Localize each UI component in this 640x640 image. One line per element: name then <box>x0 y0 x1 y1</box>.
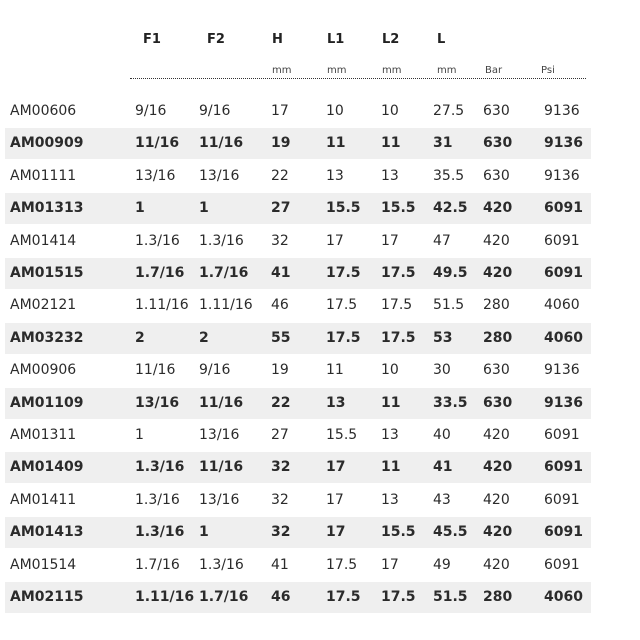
part-code: AM03232 <box>10 329 84 346</box>
cell-l: 51.5 <box>433 297 465 314</box>
cell-bar: 280 <box>483 589 513 605</box>
cell-l2: 11 <box>381 135 401 152</box>
part-code: AM01413 <box>10 524 84 541</box>
cell-bar: 420 <box>483 524 513 541</box>
table-row <box>5 226 591 257</box>
cell-psi: 6091 <box>544 427 580 443</box>
unit-bar: Bar <box>485 65 503 76</box>
cell-psi: 9136 <box>544 167 580 184</box>
cell-l2: 17.5 <box>381 297 413 314</box>
part-code: AM02115 <box>10 589 84 605</box>
cell-bar: 420 <box>483 459 513 476</box>
cell-l: 31 <box>433 135 453 152</box>
cell-h: 19 <box>271 362 289 379</box>
cell-h: 46 <box>271 297 289 314</box>
cell-f2: 9/16 <box>199 362 231 379</box>
cell-l: 30 <box>433 362 451 379</box>
unit-l: mm <box>437 65 457 76</box>
cell-l1: 11 <box>326 362 344 379</box>
cell-h: 32 <box>271 491 289 508</box>
cell-l2: 13 <box>381 491 399 508</box>
cell-l2: 17 <box>381 232 399 249</box>
cell-h: 22 <box>271 167 289 184</box>
cell-l: 40 <box>433 427 451 443</box>
part-code: AM02121 <box>10 297 77 314</box>
part-code: AM00606 <box>10 103 77 119</box>
table-row <box>5 193 591 224</box>
cell-psi: 9136 <box>544 135 583 152</box>
cell-f2: 13/16 <box>199 491 240 508</box>
cell-bar: 420 <box>483 491 510 508</box>
part-code: AM01311 <box>10 427 77 443</box>
cell-f2: 1.7/16 <box>199 265 249 281</box>
cell-l: 47 <box>433 232 451 249</box>
cell-l: 49 <box>433 556 451 573</box>
cell-f1: 1.3/16 <box>135 491 180 508</box>
cell-bar: 630 <box>483 167 510 184</box>
table-row <box>5 258 591 289</box>
cell-l2: 10 <box>381 362 399 379</box>
cell-f1: 11/16 <box>135 135 180 152</box>
part-code: AM01109 <box>10 394 84 411</box>
cell-bar: 630 <box>483 362 510 379</box>
cell-psi: 6091 <box>544 232 580 249</box>
cell-f1: 13/16 <box>135 167 176 184</box>
table-row <box>5 485 591 516</box>
table-row <box>5 290 591 321</box>
cell-f2: 1.7/16 <box>199 589 249 605</box>
cell-l2: 13 <box>381 167 399 184</box>
unit-l2: mm <box>382 65 402 76</box>
cell-psi: 6091 <box>544 265 583 281</box>
cell-bar: 280 <box>483 329 513 346</box>
table-row <box>5 420 591 451</box>
table-row <box>5 355 591 386</box>
part-code: AM00909 <box>10 135 84 152</box>
cell-f1: 2 <box>135 329 145 346</box>
header-f1: F1 <box>143 32 161 47</box>
cell-h: 41 <box>271 265 291 281</box>
cell-l1: 13 <box>326 167 344 184</box>
cell-f2: 1.3/16 <box>199 232 244 249</box>
cell-f2: 1 <box>199 200 209 217</box>
cell-psi: 9136 <box>544 394 583 411</box>
cell-h: 55 <box>271 329 291 346</box>
cell-psi: 9136 <box>544 103 580 119</box>
cell-l: 33.5 <box>433 394 468 411</box>
cell-psi: 4060 <box>544 329 583 346</box>
cell-psi: 4060 <box>544 589 583 605</box>
part-code: AM01411 <box>10 491 77 508</box>
cell-l1: 15.5 <box>326 200 361 217</box>
part-code: AM01514 <box>10 556 77 573</box>
cell-l2: 15.5 <box>381 200 416 217</box>
cell-bar: 420 <box>483 265 513 281</box>
cell-h: 17 <box>271 103 289 119</box>
cell-h: 27 <box>271 427 289 443</box>
cell-h: 19 <box>271 135 291 152</box>
part-code: AM00906 <box>10 362 77 379</box>
cell-h: 32 <box>271 459 291 476</box>
cell-l1: 10 <box>326 103 344 119</box>
cell-l2: 17 <box>381 556 399 573</box>
cell-l1: 17.5 <box>326 297 358 314</box>
cell-f1: 11/16 <box>135 362 176 379</box>
cell-l1: 15.5 <box>326 427 358 443</box>
cell-bar: 420 <box>483 427 510 443</box>
cell-f2: 1.11/16 <box>199 297 253 314</box>
cell-l1: 17 <box>326 459 346 476</box>
cell-f1: 1.11/16 <box>135 297 189 314</box>
cell-l2: 11 <box>381 394 401 411</box>
cell-f2: 11/16 <box>199 135 244 152</box>
cell-bar: 420 <box>483 232 510 249</box>
part-code: AM01515 <box>10 265 84 281</box>
header-f2: F2 <box>207 32 225 47</box>
cell-l1: 17.5 <box>326 329 361 346</box>
cell-bar: 630 <box>483 394 513 411</box>
cell-l2: 17.5 <box>381 329 416 346</box>
cell-h: 46 <box>271 589 291 605</box>
cell-f1: 1 <box>135 200 145 217</box>
cell-l: 51.5 <box>433 589 468 605</box>
cell-f2: 1.3/16 <box>199 556 244 573</box>
cell-f2: 13/16 <box>199 427 240 443</box>
cell-bar: 420 <box>483 556 510 573</box>
header-h: H <box>272 32 283 47</box>
header-l1: L1 <box>327 32 345 47</box>
cell-f1: 1.3/16 <box>135 232 180 249</box>
cell-h: 22 <box>271 394 291 411</box>
cell-f2: 11/16 <box>199 394 244 411</box>
cell-l2: 10 <box>381 103 399 119</box>
cell-l: 41 <box>433 459 453 476</box>
cell-l: 53 <box>433 329 453 346</box>
cell-l2: 11 <box>381 459 401 476</box>
cell-f2: 2 <box>199 329 209 346</box>
table-row <box>5 323 591 354</box>
cell-l2: 15.5 <box>381 524 416 541</box>
cell-bar: 420 <box>483 200 513 217</box>
cell-bar: 630 <box>483 135 513 152</box>
cell-psi: 6091 <box>544 556 580 573</box>
cell-l: 43 <box>433 491 451 508</box>
cell-f2: 11/16 <box>199 459 244 476</box>
cell-f1: 1.3/16 <box>135 524 185 541</box>
cell-l1: 17 <box>326 491 344 508</box>
cell-psi: 4060 <box>544 297 580 314</box>
cell-f1: 1.3/16 <box>135 459 185 476</box>
cell-f1: 1 <box>135 427 144 443</box>
cell-h: 32 <box>271 524 291 541</box>
cell-l1: 11 <box>326 135 346 152</box>
cell-l: 42.5 <box>433 200 468 217</box>
cell-psi: 6091 <box>544 524 583 541</box>
cell-bar: 280 <box>483 297 510 314</box>
cell-f1: 1.11/16 <box>135 589 195 605</box>
unit-h: mm <box>272 65 292 76</box>
cell-f1: 13/16 <box>135 394 180 411</box>
cell-f1: 1.7/16 <box>135 556 180 573</box>
cell-l2: 13 <box>381 427 399 443</box>
cell-l1: 17.5 <box>326 589 361 605</box>
table-row <box>5 388 591 419</box>
cell-psi: 6091 <box>544 200 583 217</box>
cell-f2: 13/16 <box>199 167 240 184</box>
cell-l: 49.5 <box>433 265 468 281</box>
part-code: AM01409 <box>10 459 84 476</box>
cell-l2: 17.5 <box>381 589 416 605</box>
table-row <box>5 128 591 159</box>
table-row <box>5 582 591 613</box>
cell-l: 45.5 <box>433 524 468 541</box>
table-row <box>5 161 591 192</box>
cell-psi: 6091 <box>544 459 583 476</box>
header-l2: L2 <box>382 32 400 47</box>
cell-h: 41 <box>271 556 289 573</box>
table-row <box>5 452 591 483</box>
unit-psi: Psi <box>541 65 555 76</box>
cell-l1: 17 <box>326 524 346 541</box>
cell-l1: 13 <box>326 394 346 411</box>
cell-f2: 1 <box>199 524 209 541</box>
cell-h: 32 <box>271 232 289 249</box>
cell-f2: 9/16 <box>199 103 231 119</box>
cell-h: 27 <box>271 200 291 217</box>
cell-f1: 1.7/16 <box>135 265 185 281</box>
header-l: L <box>437 32 446 47</box>
part-code: AM01414 <box>10 232 77 249</box>
table-row <box>5 517 591 548</box>
part-code: AM01313 <box>10 200 84 217</box>
cell-l1: 17 <box>326 232 344 249</box>
cell-l2: 17.5 <box>381 265 416 281</box>
unit-l1: mm <box>327 65 347 76</box>
cell-psi: 6091 <box>544 491 580 508</box>
cell-l1: 17.5 <box>326 265 361 281</box>
cell-l: 27.5 <box>433 103 465 119</box>
cell-psi: 9136 <box>544 362 580 379</box>
table-row <box>5 96 591 127</box>
cell-bar: 630 <box>483 103 510 119</box>
part-code: AM01111 <box>10 167 77 184</box>
cell-f1: 9/16 <box>135 103 167 119</box>
cell-l: 35.5 <box>433 167 465 184</box>
cell-l1: 17.5 <box>326 556 358 573</box>
table-row <box>5 550 591 581</box>
header-divider <box>130 78 586 79</box>
